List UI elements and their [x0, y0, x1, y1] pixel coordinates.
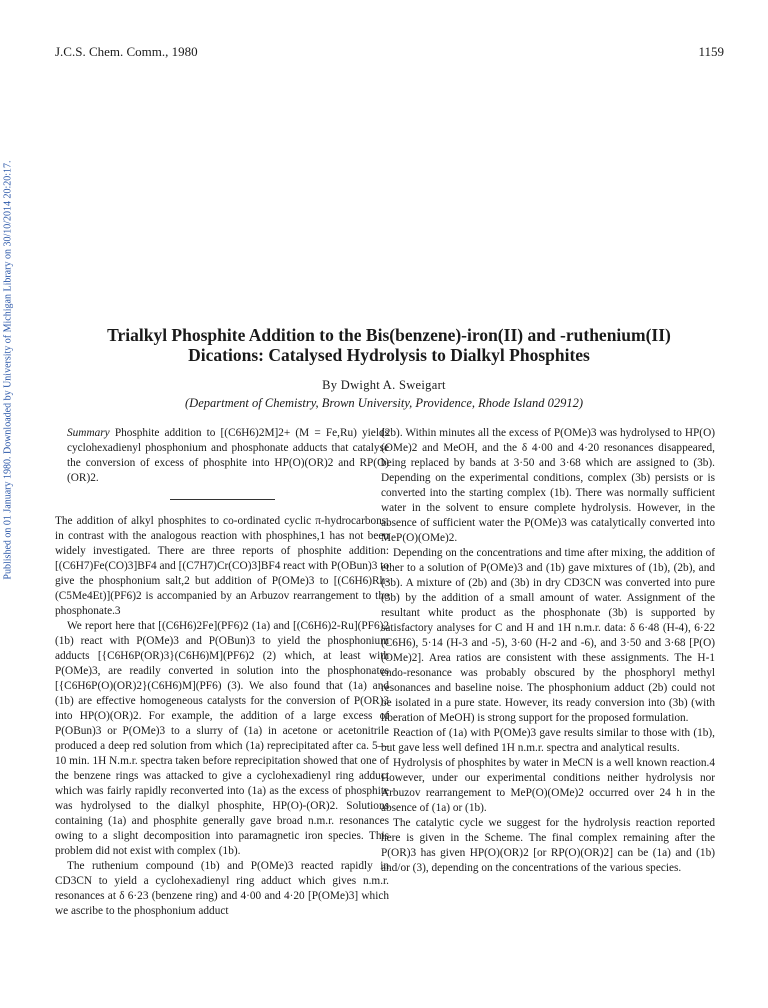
journal-name: J.C.S. Chem. Comm., 1980: [55, 44, 198, 59]
title-line-1: Trialkyl Phosphite Addition to the Bis(benzene)-iron(II) and -ruthenium(II): [107, 325, 671, 345]
download-watermark: [0, 60, 16, 680]
download-watermark-text: Published on 01 January 1980. Downloaded by University of Michigan Library on 30/10/2014 20:20:17.: [2, 160, 14, 580]
body-paragraph: Reaction of (1a) with P(OMe)3 gave results similar to those with (1b), but gave less well defined 1H n.m.r. spectra and analytical results.: [381, 727, 715, 754]
page-number: 1159: [698, 44, 724, 59]
article-title: [70, 325, 708, 365]
body-paragraph: Hydrolysis of phosphites by water in MeCN is a well known reaction.4 However, under our experimental conditions neither hydrolysis nor Arbuzov rearrangement to MeP(O)(OMe)2 occurred over 24 h in the absence of (1a) or (1b).: [381, 757, 715, 814]
affiliation: (Department of Chemistry, Brown University, Providence, Rhode Island 02912): [185, 396, 583, 410]
running-header: [55, 44, 724, 60]
title-line-2: Dications: Catalysed Hydrolysis to Dialkyl Phosphites: [188, 345, 590, 365]
author-line: By Dwight A. Sweigart: [322, 378, 446, 392]
summary-text: Phosphite addition to [(C6H6)2M]2+ (M = Fe,Ru) yields cyclohexadienyl phosphonium and phosphonate adducts that catalyse the conversion of excess of phosphite into HP(O)(OR)2 and RP(O)(OR)2.: [67, 427, 390, 484]
right-column: [381, 426, 715, 876]
body-paragraph: The addition of alkyl phosphites to co-ordinated cyclic π-hydrocarbons, in contrast with the analogous reaction with phosphines,1 has not been widely investigated. There are three reports of phosphite addition: [(C6H7)Fe(CO)3]BF4 and [(C7H7)Cr(CO)3]BF4 react with P(OBun)3 to give the phosphonium salt,2 but addition of P(OMe)3 to [(C6H6)Rh-(C5Me4Et)](PF6)2 is accompanied by an Arbuzov rearrangement to the phosphonate.3: [55, 515, 389, 617]
body-paragraph: The catalytic cycle we suggest for the hydrolysis reaction reported here is given in the Scheme. The final complex remaining after the P(OR)3 has given HP(O)(OR)2 [or RP(O)(OR)2] can be (1a) and (1b) and/or (3), depending on the concentrations of the various species.: [381, 817, 715, 874]
section-divider: [170, 499, 275, 500]
body-paragraph: (2b). Within minutes all the excess of P(OMe)3 was hydrolysed to HP(O)(OMe)2 and MeOH, and the δ 4·00 and 4·20 resonances disappeared, being replaced by bands at 3·50 and 3·68 which are assigned to (3b). Depending on the experimental conditions, complex (3b) persists or is converted into the starting complex (1b). There was normally sufficient water in the solvent to ensure complete hydrolysis. However, in the absence of sufficient water the P(OMe)3 was catalytically converted into MeP(O)(OMe)2.: [381, 427, 715, 544]
body-paragraph: Depending on the concentrations and time after mixing, the addition of ether to a solution of P(OMe)3 and (1b) gave mixtures of (1b), (2b), and (3b). A mixture of (2b) and (3b) in dry CD3CN was converted into pure (3b) by the addition of a small amount of water. Assignment of the resultant white product as the phosphonate (3b) is supported by satisfactory analyses for C and H and 1H n.m.r. data: δ 6·48 (H-4), 6·22 (C6H6), 5·14 (H-3 and -5), 3·60 (H-2 and -6), and 3·50 and 3·68 [P(O)(OMe)2]. Area ratios are consistent with these assignments. The H-1 endo-resonance was probably obscured by the phosphoryl methyl resonances and baseline noise. The phosphonium adduct (2b) could not be isolated in a pure state. However, its ready conversion into (3b) (with liberation of MeOH) is strong support for the proposed formulation.: [381, 547, 715, 724]
body-paragraph: The ruthenium compound (1b) and P(OMe)3 reacted rapidly in CD3CN to yield a cyclohexadienyl ring adduct which gives n.m.r. resonances at δ 6·23 (benzene ring) and 4·00 and 4·20 [P(OMe)3] which we ascribe to the phosphonium adduct: [55, 860, 389, 917]
summary-label: Summary: [67, 427, 110, 439]
left-column: [55, 426, 389, 919]
body-paragraph: We report here that [(C6H6)2Fe](PF6)2 (1a) and [(C6H6)2-Ru](PF6)2 (1b) react with P(OMe)3 and P(OBun)3 to yield the phosphonium adducts [{C6H6P(OR)3}(C6H6)M](PF6)2 (2) which, at least with P(OMe)3, are readily converted in solution into the phosphonates [{C6H6P(O)(OR)2}(C6H6)M](PF6) (3). We also found that (1a) and (1b) are effective homogeneous catalysts for the conversion of P(OR)3 into HP(O)(OR)2. For example, the addition of a large excess of P(OBun)3 or P(OMe)3 to a slurry of (1a) in acetone or acetonitrile produced a deep red solution from which (1a) reprecipitated after ca. 5—10 min. 1H N.m.r. spectra taken before reprecipitation showed that one of the benzene rings was attacked to give a cyclohexadienyl ring adduct which was fairly rapidly reconverted into (1a) as the excess of phosphite was hydrolysed to the dialkyl phosphite, HP(O)-(OR)2. Solutions containing (1a) and phosphite generally gave broad n.m.r. resonances owing to a slight decomposition into paramagnetic iron species. This problem did not exist with complex (1b).: [55, 620, 389, 857]
summary-paragraph: [55, 426, 389, 486]
